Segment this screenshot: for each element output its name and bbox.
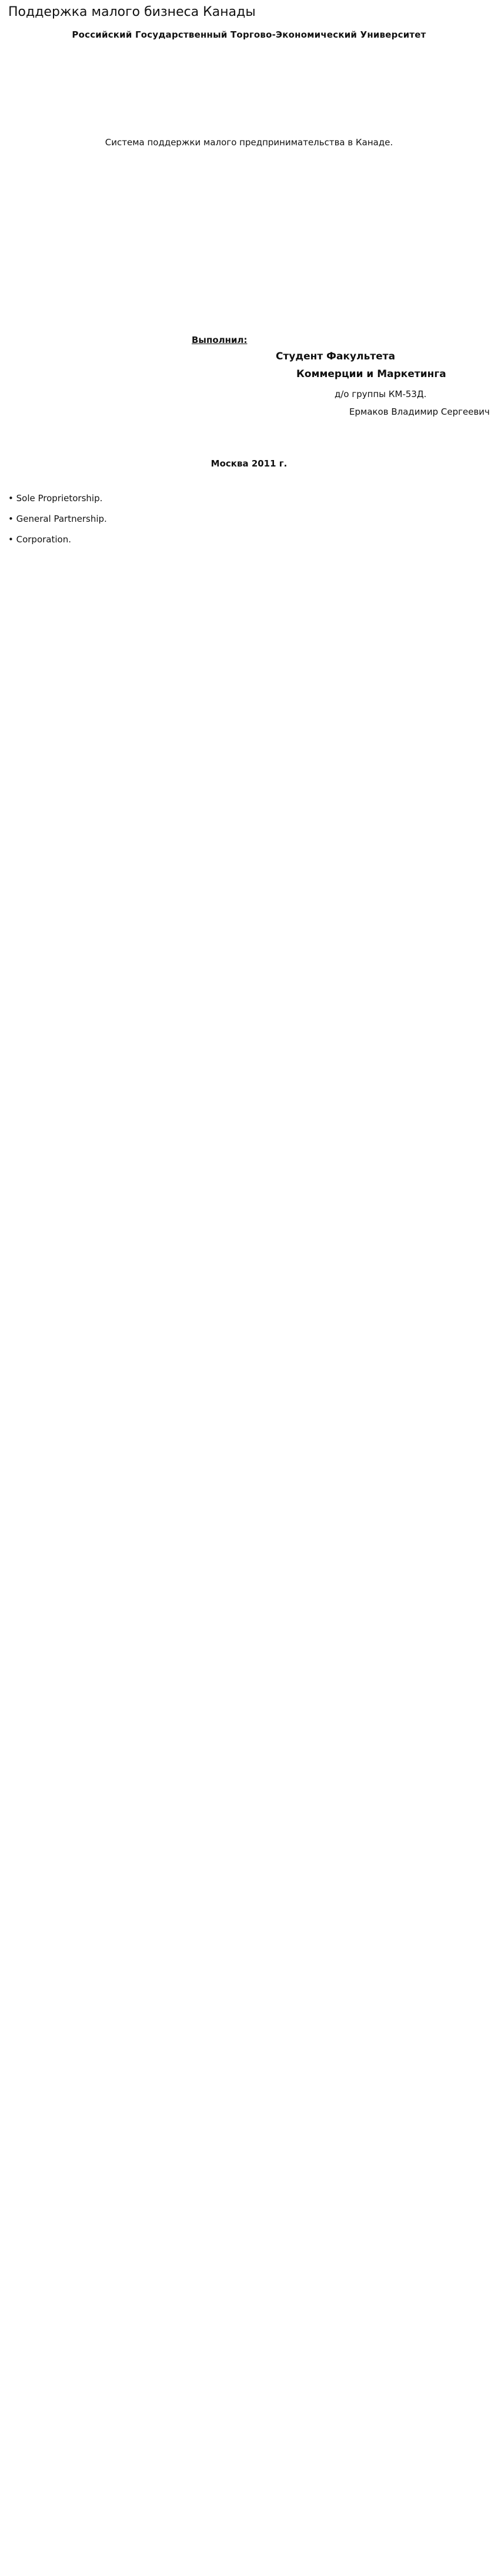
essay-topic: Система поддержки малого предпринимательства в Канаде. <box>105 137 393 148</box>
performed-label: Выполнил: <box>192 334 248 345</box>
list-item: • Corporation. <box>8 534 71 545</box>
document-page <box>0 2 498 2576</box>
place-date: Москва 2011 г. <box>210 458 288 469</box>
document-title: Поддержка малого бизнеса Канады <box>8 5 256 19</box>
list-item: • General Partnership. <box>8 514 107 525</box>
university-name: Российский Государственный Торгово-Экономический Университет <box>72 29 426 41</box>
essay-body <box>8 492 490 547</box>
student-faculty-line1: Студент Факультета <box>276 350 396 362</box>
student-faculty-line2: Коммерции и Маркетинга <box>296 368 446 380</box>
list-item: • Sole Proprietorship. <box>8 492 103 504</box>
author-name: Ермаков Владимир Сергеевич <box>349 406 490 417</box>
student-group: д/о группы КМ-53Д. <box>335 388 427 399</box>
performed-block <box>8 334 490 434</box>
